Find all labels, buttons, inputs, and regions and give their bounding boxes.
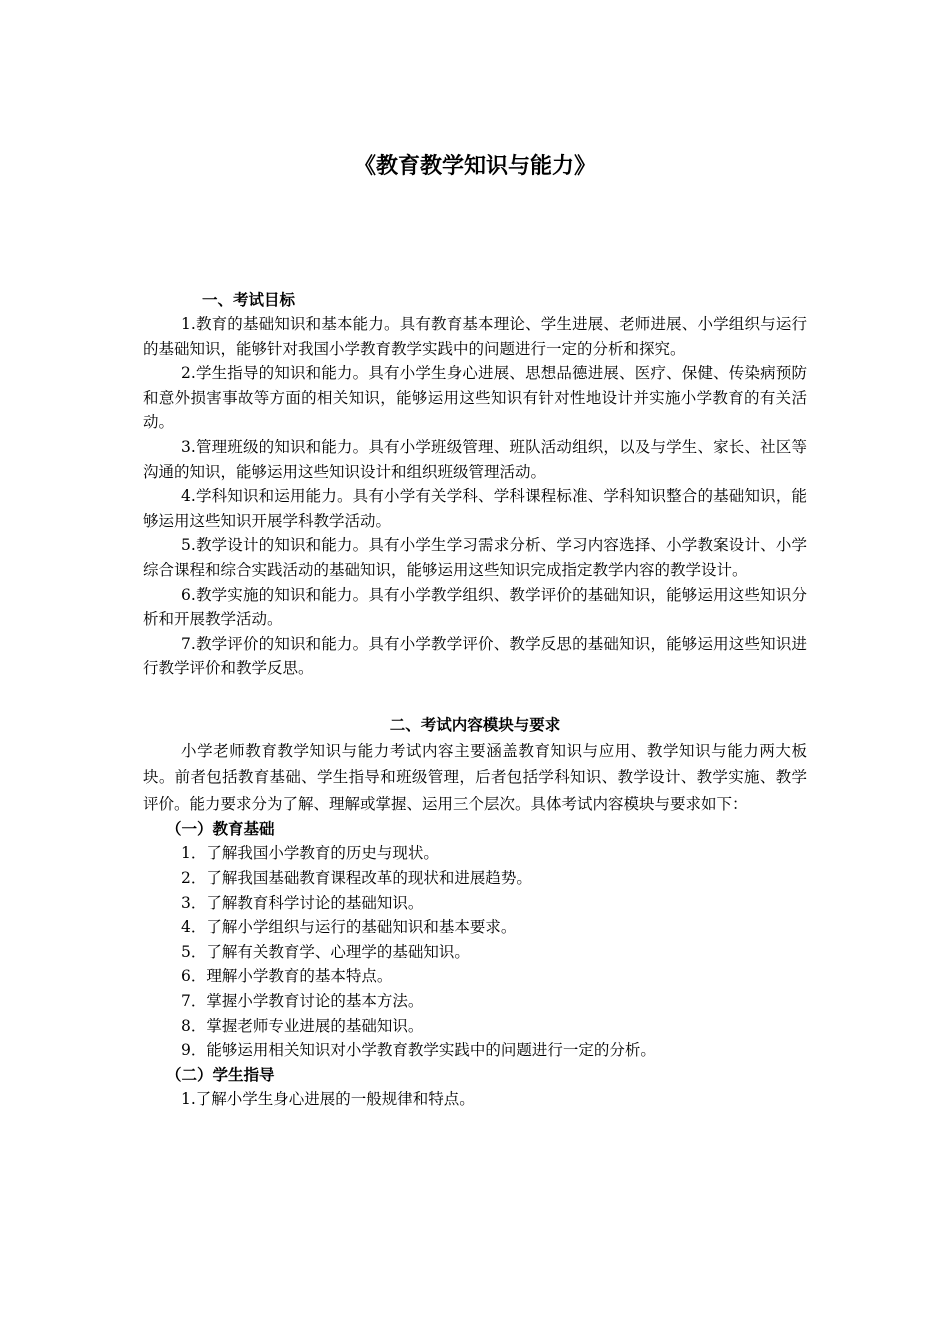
document-body (143, 288, 807, 1111)
document-title: 《教育教学知识与能力》 (353, 154, 596, 179)
list-item: 7．掌握小学教育讨论的基本方法。 (181, 991, 424, 1010)
section-heading-exam-goals: 一、考试目标 (202, 291, 296, 309)
goal-paragraph: 1.教育的基础知识和基本能力。具有教育基本理论、学生进展、老师进展、小学组织与运行的基础知识，能够针对我国小学教育教学实践中的问题进行一定的分析和探究。 (143, 315, 807, 358)
list-item: 8．掌握老师专业进展的基础知识。 (181, 1016, 424, 1035)
list-item: 9．能够运用相关知识对小学教育教学实践中的问题进行一定的分析。 (181, 1041, 656, 1060)
list-item: 5．了解有关教育学、心理学的基础知识。 (181, 942, 470, 961)
goal-paragraph: 5.教学设计的知识和能力。具有小学生学习需求分析、学习内容选择、小学教案设计、小学综合课程和综合实践活动的基础知识，能够运用这些知识完成指定教学内容的教学设计。 (143, 536, 807, 579)
subsection-heading-education-basics: （一）教育基础 (166, 820, 275, 839)
goal-paragraph: 4.学科知识和运用能力。具有小学有关学科、学科课程标准、学科知识整合的基础知识，能够运用这些知识开展学科教学活动。 (143, 487, 807, 530)
list-item: 6．理解小学教育的基本特点。 (181, 967, 393, 986)
section-heading-content-modules: 二、考试内容模块与要求 (389, 715, 561, 734)
list-item: 3．了解教育科学讨论的基础知识。 (181, 893, 424, 912)
goal-paragraph: 2.学生指导的知识和能力。具有小学生身心进展、思想品德进展、医疗、保健、传染病预防和意外损害事故等方面的相关知识，能够运用这些知识有针对性地设计并实施小学教育的有关活动。 (143, 364, 807, 432)
goal-paragraph: 6.教学实施的知识和能力。具有小学教学组织、教学评价的基础知识，能够运用这些知识分析和开展教学活动。 (143, 585, 807, 629)
subsection-heading-student-guidance: （二）学生指导 (166, 1065, 275, 1084)
content-intro-paragraph: 小学老师教育教学知识与能力考试内容主要涵盖教育知识与应用、教学知识与能力两大板块。前者包括教育基础、学生指导和班级管理，后者包括学科知识、教学设计、教学实施、教学评价。能力要求分为了解、理解或掌握、运用三个层次。具体考试内容模块与要求如下： (143, 741, 807, 813)
list-item: 2．了解我国基础教育课程改革的现状和进展趋势。 (181, 869, 532, 887)
goal-paragraph: 3.管理班级的知识和能力。具有小学班级管理、班队活动组织，以及与学生、家长、社区等沟通的知识，能够运用这些知识设计和组织班级管理活动。 (143, 437, 807, 481)
list-item: 4．了解小学组织与运行的基础知识和基本要求。 (181, 918, 517, 937)
list-item: 1.了解小学生身心进展的一般规律和特点。 (181, 1089, 475, 1108)
list-item: 1．了解我国小学教育的历史与现状。 (181, 844, 439, 863)
goal-paragraph: 7.教学评价的知识和能力。具有小学教学评价、教学反思的基础知识，能够运用这些知识进行教学评价和教学反思。 (143, 634, 807, 678)
